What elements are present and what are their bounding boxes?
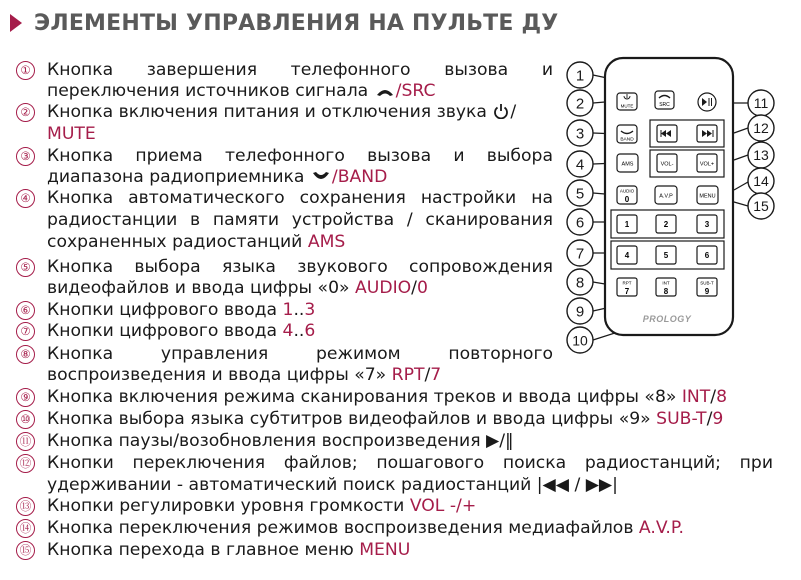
remote-button-2 — [656, 215, 676, 233]
svg-text:5: 5 — [575, 185, 585, 203]
item-4-line-2: радиостанции в памяти устройства / сканирования — [47, 210, 553, 230]
item-number-5: ⑤ — [16, 258, 35, 277]
page-title: ЭЛЕМЕНТЫ УПРАВЛЕНИЯ НА ПУЛЬТЕ ДУ — [34, 10, 559, 36]
item-number-9: ⑨ — [16, 388, 35, 407]
item-number-4: ④ — [16, 189, 35, 208]
item-8-line-2: воспроизведения и ввода цифры «7» RPT/7 — [47, 365, 442, 385]
svg-text:15: 15 — [753, 198, 769, 214]
remote-button-play-pause — [698, 93, 716, 111]
svg-text:2: 2 — [663, 220, 669, 229]
item-8-line-1: Кнопка управления режимом повторного — [47, 344, 553, 364]
svg-text:8: 8 — [663, 287, 669, 296]
item-number-15: ⑮ — [16, 541, 35, 560]
item-14-line: Кнопка переключения режимов воспроизведения медиафайлов A.V.P. — [47, 518, 684, 538]
svg-text:7: 7 — [624, 287, 630, 296]
item-4-line-1: Кнопка автоматического сохранения настройки на — [47, 188, 553, 208]
item-number-13: ⑬ — [16, 497, 35, 516]
svg-text:SRC: SRC — [659, 102, 670, 108]
remote-button-next — [697, 125, 717, 142]
svg-text:MENU: MENU — [699, 193, 716, 200]
remote-button-5 — [656, 246, 676, 264]
item-3-line-1: Кнопка приема телефонного вызова и выбора — [47, 146, 553, 166]
item-number-6: ⑥ — [16, 301, 35, 320]
item-number-2: ② — [16, 103, 35, 122]
item-5-line-1: Кнопка выбора языка звукового сопровождения — [47, 257, 553, 277]
item-1-line-1: Кнопка завершения телефонного вызова и — [47, 60, 553, 80]
remote-button-prev — [657, 125, 677, 142]
svg-text:8: 8 — [575, 274, 585, 292]
item-7-line: Кнопки цифрового ввода 4..6 — [47, 321, 316, 341]
svg-text:1: 1 — [575, 67, 585, 85]
item-11-line: Кнопка паузы/возобновления воспроизведения ▶/‖ — [47, 431, 514, 451]
remote-brand-logo: PROLOGY — [642, 314, 692, 324]
svg-text:AUDIO: AUDIO — [619, 188, 635, 194]
svg-text:3: 3 — [704, 220, 710, 229]
remote-button-subt — [697, 278, 717, 296]
remote-button-audio — [617, 186, 637, 204]
svg-text:MUTE: MUTE — [620, 103, 634, 109]
svg-text:6: 6 — [575, 214, 585, 232]
item-10-line: Кнопка выбора языка субтитров видеофайлов и ввода цифры «9» SUB-T/9 — [47, 409, 724, 429]
item-5-line-2: видеофайлов и ввода цифры «0» AUDIO/0 — [47, 278, 428, 298]
item-3-line-2: диапазона радиоприемника /BAND — [47, 167, 388, 187]
remote-button-rpt — [617, 278, 637, 296]
svg-text:1: 1 — [624, 220, 630, 229]
item-2-line-2: MUTE — [47, 124, 96, 144]
svg-text:10: 10 — [572, 332, 588, 349]
prev-next-icon: |◀◀ / ▶▶| — [536, 475, 618, 495]
item-number-12: ⑫ — [16, 454, 35, 473]
item-1-line-2: переключения источников сигнала /SRC — [47, 81, 436, 101]
play-pause-icon: ▶/‖ — [486, 431, 514, 451]
svg-text:RPT: RPT — [622, 280, 632, 286]
svg-text:A.V.P: A.V.P — [659, 193, 673, 200]
remote-button-mute — [617, 93, 637, 110]
svg-text:AMS: AMS — [621, 161, 634, 168]
item-13-line: Кнопки регулировки уровня громкости VOL -/+ — [47, 496, 477, 516]
item-9-line: Кнопка включения режима сканирования треков и ввода цифры «8» INT/8 — [47, 387, 728, 407]
svg-text:SUB-T: SUB-T — [700, 280, 714, 286]
item-number-10: ⑩ — [16, 410, 35, 429]
item-number-14: ⑭ — [16, 519, 35, 538]
item-number-1: ① — [16, 61, 35, 80]
svg-text:3: 3 — [575, 125, 585, 143]
remote-button-int — [656, 278, 676, 296]
svg-text:6: 6 — [704, 251, 710, 260]
item-12-line-2: удерживании - автоматический поиск радиостанций |◀◀ / ▶▶| — [47, 475, 618, 495]
svg-text:11: 11 — [753, 95, 769, 111]
svg-text:VOL+: VOL+ — [699, 161, 715, 168]
svg-text:5: 5 — [663, 251, 669, 260]
remote-button-vol-plus — [697, 154, 717, 172]
remote-button-1 — [617, 215, 637, 233]
svg-text:2: 2 — [575, 95, 585, 113]
remote-button-avp — [655, 186, 677, 204]
svg-text:0: 0 — [624, 195, 630, 204]
remote-button-ams — [617, 154, 638, 172]
svg-text:INT: INT — [662, 280, 670, 286]
remote-button-band — [617, 125, 637, 143]
svg-text:BAND: BAND — [620, 137, 634, 143]
remote-button-src — [655, 91, 674, 109]
svg-text:14: 14 — [753, 173, 769, 189]
svg-text:VOL-: VOL- — [660, 161, 674, 168]
item-2-line-1: Кнопка включения питания и отключения звука / — [47, 102, 517, 122]
remote-button-4 — [617, 246, 637, 264]
svg-text:12: 12 — [753, 120, 769, 136]
item-4-line-3: сохраненных радиостанций AMS — [47, 232, 346, 252]
remote-button-6 — [697, 246, 717, 264]
item-number-8: ⑧ — [16, 345, 35, 364]
svg-text:4: 4 — [624, 251, 630, 260]
remote-button-3 — [697, 215, 717, 233]
svg-text:13: 13 — [753, 147, 769, 163]
svg-text:9: 9 — [704, 287, 710, 296]
item-6-line: Кнопки цифрового ввода 1..3 — [47, 300, 316, 320]
remote-button-vol-minus — [657, 154, 677, 172]
svg-text:7: 7 — [575, 245, 585, 263]
item-number-3: ③ — [16, 147, 35, 166]
item-12-line-1: Кнопки переключения файлов; пошагового поиска радиостанций; при — [47, 453, 773, 473]
svg-text:9: 9 — [575, 303, 585, 321]
item-15-line: Кнопка перехода в главное меню MENU — [47, 540, 411, 560]
svg-text:4: 4 — [575, 156, 585, 174]
item-number-11: ⑪ — [16, 432, 35, 451]
item-number-7: ⑦ — [16, 322, 35, 341]
remote-button-menu — [697, 186, 718, 204]
